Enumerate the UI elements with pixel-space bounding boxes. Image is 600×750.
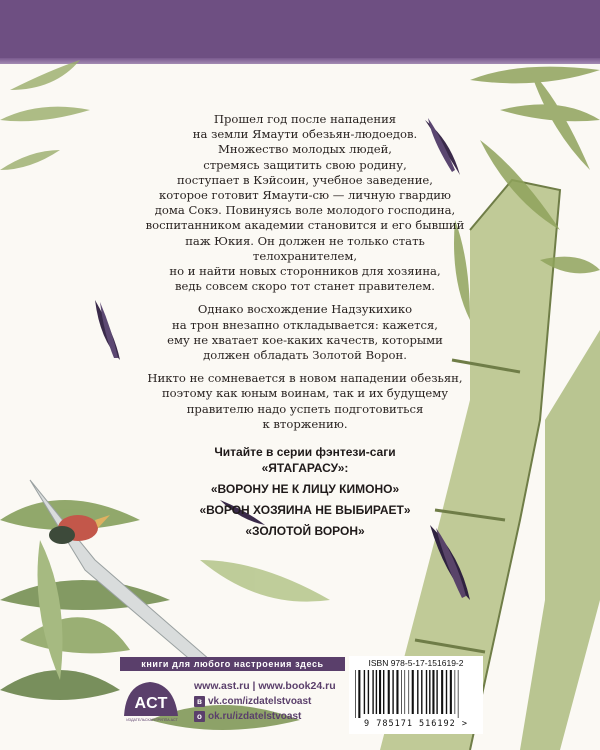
barcode-bar [412,670,414,714]
vk-link-text: vk.com/izdatelstvoast [208,696,312,707]
blurb-line: ведь совсем скоро тот станет правителем. [175,279,435,294]
blurb-line: Множество молодых людей, [217,142,392,157]
blurb-line: Прошел год после нападения [213,112,397,126]
barcode-bar [429,670,430,714]
back-cover-blurb [140,112,470,539]
blurb-line: дома Сокэ. Повинуясь воле молодого господина, [154,203,456,218]
bamboo-leaves-left [0,60,90,170]
barcode-bar [401,670,402,714]
blurb-line: к вторжению. [262,416,348,431]
barcode-bar [404,670,405,714]
blurb-paragraph-1 [140,112,470,294]
publisher-websites[interactable]: www.ast.ru | www.book24.ru [194,680,336,692]
barcode-bar [388,670,390,714]
blurb-line: на трон внезапно откладывается: кажется, [171,317,438,332]
publisher-tagline: книги для любого настроения здесь [120,657,345,671]
vk-link[interactable] [194,696,311,707]
barcode-bar [368,670,369,714]
series-name: «ЯТАГАРАСУ»: [261,461,349,476]
barcode-bar [441,670,443,714]
series-intro [140,444,470,476]
barcode-bar [383,670,384,714]
blurb-line: ему не хватает кое-каких качеств, которыми [167,332,443,347]
isbn-text: ISBN 978-5-17-151619-2 [368,658,464,668]
barcode-bar [432,670,434,714]
barcode-bar [455,670,456,714]
barcode-bar [408,670,409,714]
barcode-bar [446,670,447,714]
blurb-line: стремясь защитить свою родину, [203,157,407,172]
barcode-bar [436,670,437,714]
barcode-digits: 9 785171 516192 > [364,719,468,729]
blurb-paragraph-3 [140,371,470,432]
publisher-logo [120,676,184,722]
ok-link[interactable] [194,711,301,722]
barcode-bar [417,670,418,714]
barcode-bar [379,670,381,714]
blurb-line: правителю надо успеть подготовиться [186,401,424,416]
series-intro-line: Читайте в серии фэнтези-саги [214,445,396,460]
blurb-line: которое готовит Ямаути-сю — личную гвардию [158,188,452,203]
barcode-bar [450,670,452,714]
blurb-line: Однако восхождение Надзукихико [197,302,413,317]
barcode-bar [458,670,459,718]
barcode-bar [355,670,356,718]
barcode [353,670,479,718]
blurb-line: на земли Ямаути обезьян-людоедов. [192,127,418,142]
vk-icon: в [194,696,205,707]
blurb-line: поэтому как юным воинам, так и их будущему [161,386,449,401]
ok-link-text: ok.ru/izdatelstvoast [208,711,302,722]
barcode-bar [421,670,422,714]
blurb-line: поступает в Кэйсоин, учебное заведение, [177,172,433,187]
barcode-bar [376,670,377,714]
series-title-3: «ЗОЛОТОЙ ВОРОН» [245,524,365,539]
series-title-1: «ВОРОНУ НЕ К ЛИЦУ КИМОНО» [210,482,400,497]
blurb-paragraph-2 [140,302,470,363]
barcode-panel [349,656,483,734]
publisher-logo-text: ACT [134,695,168,712]
barcode-bar [392,670,393,714]
ok-icon: о [194,711,205,722]
barcode-bar [372,670,373,714]
publisher-logo-sub: ИЗДАТЕЛЬСКАЯ ГРУППА АСТ [126,718,178,722]
barcode-bar [426,670,427,714]
barcode-bar [358,670,360,718]
blurb-line: паж Юкия. Он должен не только стать телохранителем, [185,233,425,263]
series-title-2: «ВОРОН ХОЗЯИНА НЕ ВЫБИРАЕТ» [199,503,411,518]
barcode-bar [396,670,398,714]
feather [95,300,120,360]
blurb-line: но и найти новых сторонников для хозяина, [169,264,441,279]
barcode-bar [364,670,365,714]
blurb-line: Никто не сомневается в новом нападении обезьян, [147,371,463,386]
blurb-line: должен обладать Золотой Ворон. [203,348,407,363]
blurb-line: воспитанником академии становится и его бывший [145,218,465,233]
